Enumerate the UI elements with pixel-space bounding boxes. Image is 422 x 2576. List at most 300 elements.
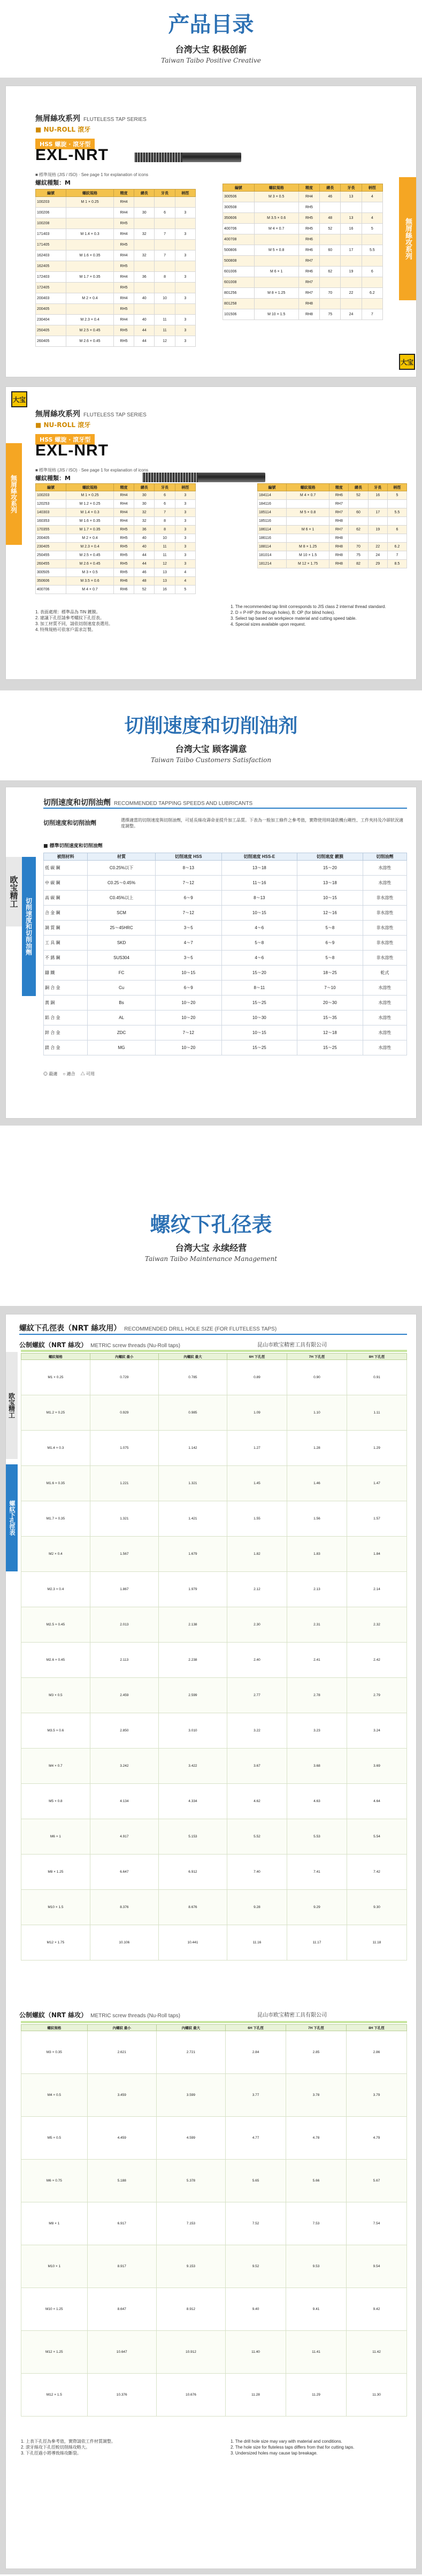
table-cell: 186116 xyxy=(258,534,287,543)
table-cell: M 1.4 × 0.3 xyxy=(66,508,114,517)
drill-table1-headbar xyxy=(21,1350,407,1352)
speed-row xyxy=(44,966,407,981)
spec-row xyxy=(223,299,383,309)
table-cell: RH6 xyxy=(113,586,134,594)
table-cell: 7.41 xyxy=(287,1855,347,1890)
table-cell xyxy=(175,218,195,229)
table-cell xyxy=(66,218,114,229)
table-cell: 0.785 xyxy=(158,1360,227,1395)
table-cell: 100206 xyxy=(36,208,66,218)
table-cell xyxy=(341,299,362,309)
table-cell: 1.142 xyxy=(158,1431,227,1466)
table-cell: 2.78 xyxy=(287,1678,347,1713)
spec-row xyxy=(223,202,383,213)
table-cell: M2.6 × 0.45 xyxy=(21,1643,90,1678)
column-header: 內螺紋 最小 xyxy=(87,2025,156,2031)
table-cell xyxy=(341,256,362,267)
table-cell: 2.238 xyxy=(158,1643,227,1678)
drill-row xyxy=(21,2245,407,2288)
table-cell: 3.599 xyxy=(156,2074,225,2117)
side-tab: 無屑絲攻系列 xyxy=(399,177,417,300)
table-cell: 1.979 xyxy=(158,1572,227,1607)
column-header: 精度 xyxy=(329,484,349,491)
spec-row xyxy=(36,551,196,560)
table-cell: 16 xyxy=(368,491,387,500)
table-cell: FC xyxy=(88,966,156,981)
spec-row xyxy=(36,526,196,534)
table-cell: 水溶性 xyxy=(363,861,406,876)
spec-row xyxy=(36,315,196,325)
spec-row xyxy=(36,261,196,272)
table-cell: 8～13 xyxy=(155,861,221,876)
table-cell: C0.45%以上 xyxy=(88,891,156,906)
table-cell: 5 xyxy=(387,491,406,500)
table-cell: M2 × 0.4 xyxy=(21,1537,90,1572)
notes-en: 1. The recommended tap limit corresponds to JIS class 2 internal thread standard. 2. D = P-HP (for through holes), B: OP (for blind holes). 3. Select tap based on workpiece material and cutting speed table. 4. Special sizes available upon request. xyxy=(231,604,386,627)
speed-intro-text: 選擇適當的切削速度與切削油劑，可延長絲攻壽命並提升加工品質。下表為一般加工條件之參考值，實際使用時請依機台剛性、工件夾持及冷卻狀況適度調整。 xyxy=(121,818,403,829)
table-cell: 0.89 xyxy=(227,1360,287,1395)
spec-row xyxy=(258,526,407,534)
table-cell: 75 xyxy=(349,551,368,560)
column-header: 材質 xyxy=(88,853,156,861)
table-cell: 16 xyxy=(341,224,362,234)
spec-row xyxy=(258,534,407,543)
thread-label: 螺紋種類：M xyxy=(35,179,71,186)
table-cell: 52 xyxy=(349,491,368,500)
table-cell: 32 xyxy=(134,250,155,261)
table-cell: 181014 xyxy=(258,551,287,560)
spec-row xyxy=(258,491,407,500)
speed-row xyxy=(44,1025,407,1040)
drill-notes-en: 1. The drill hole size may vary with material and conditions. 2. The hole size for fluteless taps differs from that for cutting taps. 3. Undersized holes may cause tap breakage. xyxy=(231,2439,355,2456)
table-cell: M 8 × 1.25 xyxy=(254,288,298,299)
table-cell: 52 xyxy=(320,224,341,234)
table-cell: Cu xyxy=(88,981,156,996)
table-cell: RH8 xyxy=(329,517,349,526)
column-header: 柄徑 xyxy=(175,484,195,491)
table-cell: 350606 xyxy=(223,213,255,224)
table-cell: 5.188 xyxy=(87,2160,156,2202)
table-cell: M 6 × 1 xyxy=(286,526,329,534)
table-cell: 水溶性 xyxy=(363,1010,406,1025)
table-cell: 不 銹 鋼 xyxy=(44,951,88,966)
table-cell: M3 × 0.5 xyxy=(21,1678,90,1713)
table-cell: 低 碳 鋼 xyxy=(44,861,88,876)
speed-legend: ◎ 最適 ○ 適合 △ 可用 xyxy=(43,1072,95,1076)
table-cell xyxy=(368,517,387,526)
table-cell: 1.09 xyxy=(227,1395,287,1431)
table-cell: C0.25%以下 xyxy=(88,861,156,876)
table-cell xyxy=(349,517,368,526)
table-cell: 6～9 xyxy=(155,981,221,996)
table-cell xyxy=(66,283,114,293)
table-cell: 18～25 xyxy=(297,966,363,981)
table-cell: 62 xyxy=(320,267,341,277)
table-cell: M 1.6 × 0.35 xyxy=(66,517,114,526)
table-cell: 7.53 xyxy=(286,2202,347,2245)
table-header-row xyxy=(258,484,407,491)
table-cell: 3 xyxy=(175,551,195,560)
table-cell: 3.010 xyxy=(158,1713,227,1749)
table-cell: RH5 xyxy=(113,325,134,336)
table-cell: M 5 × 0.8 xyxy=(286,508,329,517)
table-cell: 3 xyxy=(175,508,195,517)
table-cell: 250455 xyxy=(36,551,66,560)
table-cell: 184116 xyxy=(258,500,287,508)
table-cell: M 3 × 0.5 xyxy=(66,568,114,577)
table-cell: RH8 xyxy=(329,543,349,551)
table-cell: 6 xyxy=(155,491,175,500)
table-cell: 15～20 xyxy=(297,861,363,876)
table-cell: 3.242 xyxy=(90,1749,158,1784)
table-cell: M 2.3 × 0.4 xyxy=(66,543,114,551)
table-cell: 高 碳 鋼 xyxy=(44,891,88,906)
column-header: 螺紋規格 xyxy=(66,484,114,491)
spec-row xyxy=(258,517,407,526)
spec-row xyxy=(36,208,196,218)
speed-row xyxy=(44,936,407,951)
table-header-row xyxy=(21,2025,407,2031)
table-cell: 11 xyxy=(155,543,175,551)
spec-row xyxy=(36,229,196,240)
column-header: 內螺紋 最大 xyxy=(156,2025,225,2031)
table-cell: RH8 xyxy=(329,560,349,568)
table-cell: 10～15 xyxy=(155,966,221,981)
table-cell: M12 × 1.75 xyxy=(21,1925,90,1961)
table-cell: 3 xyxy=(175,560,195,568)
table-cell xyxy=(320,277,341,288)
table-cell: RH5 xyxy=(113,261,134,272)
table-cell: 12 xyxy=(155,560,175,568)
speed-subtitle: 台湾大宝 顾客满意 xyxy=(175,744,247,754)
table-cell xyxy=(155,261,175,272)
table-cell: 10 xyxy=(155,534,175,543)
table-cell: 171403 xyxy=(36,229,66,240)
column-header: 切削速度 HSS-E xyxy=(221,853,297,861)
spec-row xyxy=(223,277,383,288)
table-cell: MG xyxy=(88,1040,156,1055)
table-cell xyxy=(155,197,175,208)
table-cell: 11.29 xyxy=(286,2374,347,2417)
table-cell: 5～8 xyxy=(297,921,363,936)
table-cell: 1.10 xyxy=(287,1395,347,1431)
table-cell: RH8 xyxy=(298,299,319,309)
drill-row xyxy=(21,2288,407,2331)
table-cell: 36 xyxy=(134,526,155,534)
table-cell: M4 × 0.7 xyxy=(21,1749,90,1784)
table-cell: 801258 xyxy=(223,299,255,309)
spec-row xyxy=(223,245,383,256)
table-cell: 32 xyxy=(134,517,155,526)
drill-table2-title: 公制螺紋（NRT 絲攻） METRIC screw threads (Nu-Roll taps) xyxy=(19,2011,180,2019)
table-cell: 12 xyxy=(155,336,175,347)
table-cell: 13～18 xyxy=(297,876,363,891)
table-cell xyxy=(320,256,341,267)
table-cell: 7 xyxy=(155,229,175,240)
table-cell xyxy=(368,500,387,508)
table-cell: 2.013 xyxy=(90,1607,158,1643)
table-cell: 400708 xyxy=(223,234,255,245)
table-cell: 調 質 鋼 xyxy=(44,921,88,936)
table-cell: 非水溶性 xyxy=(363,891,406,906)
table-cell: 工 具 鋼 xyxy=(44,936,88,951)
column-header: 編號 xyxy=(36,484,66,491)
table-cell: 8 xyxy=(155,272,175,283)
speed-row xyxy=(44,861,407,876)
drill-page xyxy=(5,1314,417,2569)
table-cell: 1.679 xyxy=(158,1537,227,1572)
table-cell: RH5 xyxy=(298,202,319,213)
drill-row xyxy=(21,2160,407,2202)
spec-row xyxy=(223,288,383,299)
table-cell: 12～18 xyxy=(297,1025,363,1040)
table-cell: 162405 xyxy=(36,261,66,272)
drill-header xyxy=(0,1212,422,1263)
table-cell: RH5 xyxy=(113,560,134,568)
table-cell: M8 × 1 xyxy=(21,2202,88,2245)
table-cell: 185114 xyxy=(258,508,287,517)
table-cell: RH4 xyxy=(113,315,134,325)
table-cell: M 1.2 × 0.25 xyxy=(66,500,114,508)
table-cell: 46 xyxy=(320,192,341,202)
spec-row xyxy=(36,508,196,517)
table-cell: 10.376 xyxy=(87,2374,156,2417)
table-cell: 300505 xyxy=(36,568,66,577)
table-cell: 3 xyxy=(175,336,195,347)
table-cell xyxy=(175,283,195,293)
drill-row xyxy=(21,1466,407,1501)
drill-subtitle-en: Taiwan Taibo Maintenance Management xyxy=(144,1255,278,1263)
spec-row xyxy=(223,256,383,267)
table-cell: M12 × 1.5 xyxy=(21,2374,88,2417)
table-cell: 乾式 xyxy=(363,966,406,981)
table-cell: 48 xyxy=(320,213,341,224)
speed-row xyxy=(44,1040,407,1055)
brand-line-2: ■ NU-ROLL 滾牙 xyxy=(35,421,91,429)
drill-table2-headbar xyxy=(21,2021,407,2023)
table-cell: 3 xyxy=(175,526,195,534)
table-cell: RH4 xyxy=(113,508,134,517)
table-cell: 601008 xyxy=(223,277,255,288)
table-cell: 6 xyxy=(155,500,175,508)
table-cell: 500808 xyxy=(223,256,255,267)
table-cell: M10 × 1.5 xyxy=(21,1890,90,1925)
table-cell: 500806 xyxy=(223,245,255,256)
column-header: 總長 xyxy=(320,184,341,192)
table-cell: 60 xyxy=(349,508,368,517)
table-cell xyxy=(134,197,155,208)
table-cell: 230405 xyxy=(36,543,66,551)
speed-table xyxy=(43,853,407,1055)
table-cell: 0.985 xyxy=(158,1395,227,1431)
drill-table-1 xyxy=(21,1353,407,1961)
table-cell xyxy=(368,534,387,543)
table-cell: M 2 × 0.4 xyxy=(66,534,114,543)
table-cell: 10～20 xyxy=(155,996,221,1010)
table-cell: 82 xyxy=(349,560,368,568)
table-cell: 140303 xyxy=(36,508,66,517)
side-tab-2: 無屑絲攻系列 xyxy=(6,443,22,545)
table-cell: RH6 xyxy=(298,267,319,277)
spec-note: ■ 標準規格 (JIS / ISO) · See page 1 for explanation of icons xyxy=(35,172,149,177)
spec-row xyxy=(36,534,196,543)
table-cell xyxy=(254,202,298,213)
table-cell xyxy=(320,234,341,245)
table-cell: 15～35 xyxy=(297,1010,363,1025)
drill-row xyxy=(21,2031,407,2074)
drill-company-2: 昆山市欧宝精密工具有限公司 xyxy=(257,2012,327,2018)
table-cell: 0.91 xyxy=(347,1360,406,1395)
table-cell: 6 xyxy=(155,208,175,218)
table-cell: 2.30 xyxy=(227,1607,287,1643)
table-cell: 6 xyxy=(362,267,382,277)
drill-row xyxy=(21,2331,407,2374)
table-cell: M10 × 1.25 xyxy=(21,2288,88,2331)
column-header: 柄徑 xyxy=(175,189,195,197)
table-cell: 9.40 xyxy=(226,2288,286,2331)
table-cell: 350606 xyxy=(36,577,66,586)
table-cell: 5.65 xyxy=(226,2160,286,2202)
table-cell: 250405 xyxy=(36,325,66,336)
table-cell: 4.63 xyxy=(287,1784,347,1819)
table-cell: 11.17 xyxy=(287,1925,347,1961)
table-cell: 8.647 xyxy=(87,2288,156,2331)
table-cell: 1.82 xyxy=(227,1537,287,1572)
table-cell: 15～20 xyxy=(221,966,297,981)
spec-row xyxy=(36,568,196,577)
table-cell: 合 金 鋼 xyxy=(44,906,88,921)
table-cell: 3 xyxy=(175,491,195,500)
catalog-page-2 xyxy=(5,386,417,680)
table-cell: 1.075 xyxy=(90,1431,158,1466)
table-cell: RH6 xyxy=(329,491,349,500)
table-cell: 100203 xyxy=(36,197,66,208)
table-cell: 11 xyxy=(155,315,175,325)
model-name-2: EXL-NRT xyxy=(35,442,109,459)
table-cell: 6～9 xyxy=(155,891,221,906)
table-cell: 10 xyxy=(155,293,175,304)
table-cell: 8.376 xyxy=(90,1890,158,1925)
table-header-row xyxy=(223,184,383,192)
table-cell: M 6 × 1 xyxy=(254,267,298,277)
column-header: 牙長 xyxy=(155,484,175,491)
table-cell: 6.2 xyxy=(362,288,382,299)
table-cell xyxy=(341,277,362,288)
table-cell xyxy=(362,277,382,288)
series-title-2: 無屑絲攻系列 FLUTELESS TAP SERIES xyxy=(35,410,147,419)
table-cell: 17 xyxy=(368,508,387,517)
table-cell: 7 xyxy=(387,551,406,560)
table-cell: 4～6 xyxy=(221,951,297,966)
catalog-header xyxy=(0,12,422,64)
table-cell: 9.52 xyxy=(226,2245,286,2288)
table-cell: AL xyxy=(88,1010,156,1025)
spec-row xyxy=(36,543,196,551)
table-cell: 1.567 xyxy=(90,1537,158,1572)
table-cell xyxy=(134,283,155,293)
table-cell: M 1 × 0.25 xyxy=(66,197,114,208)
table-cell: 11.30 xyxy=(346,2374,406,2417)
table-cell: M1.7 × 0.35 xyxy=(21,1501,90,1537)
table-cell: 非水溶性 xyxy=(363,921,406,936)
table-cell: 2.13 xyxy=(287,1572,347,1607)
table-cell: 19 xyxy=(341,267,362,277)
table-cell: 0.729 xyxy=(90,1360,158,1395)
logo-badge: 大宝 xyxy=(399,354,415,370)
table-cell: 40 xyxy=(134,315,155,325)
table-cell: 5 xyxy=(362,224,382,234)
table-cell: 40 xyxy=(134,534,155,543)
table-cell: 5.5 xyxy=(362,245,382,256)
table-cell: 鎂 合 金 xyxy=(44,1040,88,1055)
table-cell: 25～45HRC xyxy=(88,921,156,936)
table-cell: 8.912 xyxy=(156,2288,225,2331)
table-cell: M 5 × 0.8 xyxy=(254,245,298,256)
table-cell xyxy=(134,304,155,315)
table-cell: M 8 × 1.25 xyxy=(286,543,329,551)
spec-row xyxy=(258,551,407,560)
spec-row xyxy=(36,500,196,508)
table-cell: 鑄 鐵 xyxy=(44,966,88,981)
table-cell: 10～15 xyxy=(297,891,363,906)
table-cell xyxy=(341,202,362,213)
table-cell: 20～30 xyxy=(297,996,363,1010)
table-cell: 801256 xyxy=(223,288,255,299)
table-cell: 9.53 xyxy=(286,2245,347,2288)
spec-row xyxy=(36,283,196,293)
column-header: 內螺紋 最大 xyxy=(158,1354,227,1360)
speed-row xyxy=(44,891,407,906)
table-cell: 9.153 xyxy=(156,2245,225,2288)
column-header: 8H 下孔徑 xyxy=(346,2025,406,2031)
drill-subtitle: 台湾大宝 永续经营 xyxy=(175,1243,247,1253)
table-cell: 10.441 xyxy=(158,1925,227,1961)
table-cell: 非水溶性 xyxy=(363,951,406,966)
table-cell: 5.153 xyxy=(158,1819,227,1855)
spec-table-right-2 xyxy=(257,483,407,568)
table-cell: C0.25～0.45% xyxy=(88,876,156,891)
table-cell: 10.106 xyxy=(90,1925,158,1961)
table-cell xyxy=(320,299,341,309)
drill-row xyxy=(21,1925,407,1961)
column-header: 螺紋規格 xyxy=(286,484,329,491)
model-chip: HSS 螺旋 · 滾牙型 xyxy=(35,139,95,149)
table-cell: 400706 xyxy=(36,586,66,594)
spec-row xyxy=(258,543,407,551)
table-cell: 2.12 xyxy=(227,1572,287,1607)
table-header-row xyxy=(21,1354,407,1360)
table-cell: 13 xyxy=(155,568,175,577)
table-cell: 8.5 xyxy=(387,560,406,568)
table-cell: 48 xyxy=(134,577,155,586)
table-cell: RH4 xyxy=(113,293,134,304)
table-cell: 5.5 xyxy=(387,508,406,517)
drill-row xyxy=(21,1855,407,1890)
table-cell: 4～6 xyxy=(221,921,297,936)
table-cell: 2.850 xyxy=(90,1713,158,1749)
table-cell: 1.46 xyxy=(287,1466,347,1501)
table-cell: 46 xyxy=(134,568,155,577)
drill-row xyxy=(21,1360,407,1395)
speed-row xyxy=(44,981,407,996)
table-cell xyxy=(286,517,329,526)
table-cell: 非水溶性 xyxy=(363,906,406,921)
table-cell: 30 xyxy=(134,208,155,218)
table-cell xyxy=(341,234,362,245)
table-cell: M1 × 0.25 xyxy=(21,1360,90,1395)
column-header: 精度 xyxy=(113,189,134,197)
table-cell: M 2.5 × 0.45 xyxy=(66,551,114,560)
